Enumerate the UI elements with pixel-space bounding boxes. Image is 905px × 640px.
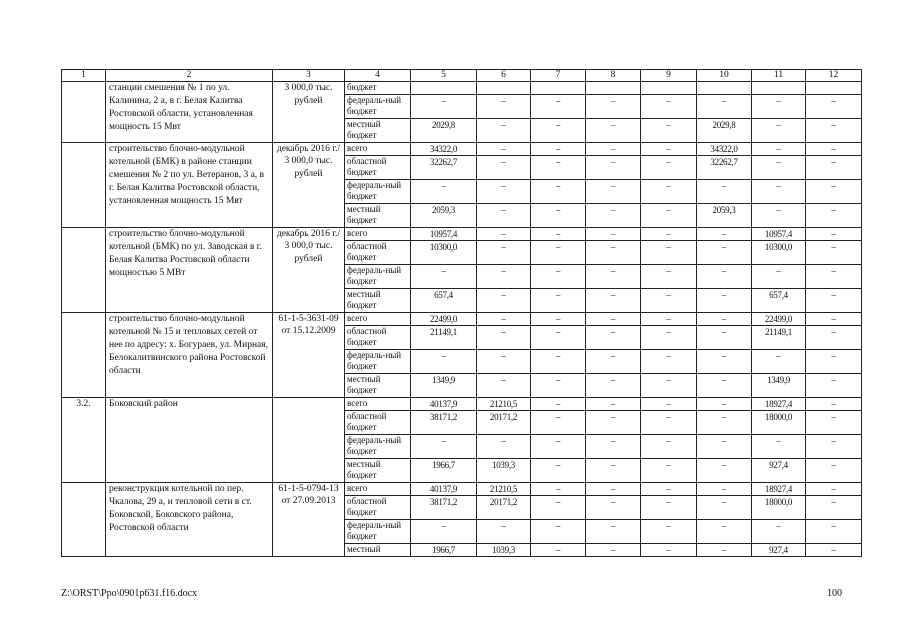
amount-cell: – [806, 203, 862, 227]
amount-cell: – [477, 94, 531, 118]
object-name-cell: Боковский район [106, 397, 273, 482]
amount-cell: – [531, 312, 586, 325]
project-cost-cell: 61-1-5-0794-13 от 27.09.2013 [273, 482, 345, 556]
amount-cell: – [531, 227, 586, 240]
amount-cell: – [697, 264, 752, 288]
column-number-1: 1 [62, 70, 106, 82]
amount-cell: 21149,1 [411, 325, 477, 349]
object-name-cell: станции смешения № 1 по ул. Калинина, 2 а, в г. Белая Калитва Ростовской области, установленная мощность 15 Мвт [106, 82, 273, 143]
amount-cell: – [477, 118, 531, 142]
amount-cell: – [806, 312, 862, 325]
amount-cell: 20171,2 [477, 410, 531, 434]
project-cost-cell: 3 000,0 тыс. рублей [273, 82, 345, 143]
amount-cell: – [531, 397, 586, 410]
amount-cell: – [586, 155, 641, 179]
amount-cell: – [586, 349, 641, 373]
amount-cell: – [806, 434, 862, 458]
amount-cell: – [586, 264, 641, 288]
amount-cell: 10300,0 [411, 240, 477, 264]
amount-cell: 927,4 [752, 458, 806, 482]
funding-source-label: областной бюджет [345, 155, 411, 179]
amount-cell: 32262,7 [411, 155, 477, 179]
amount-cell: – [586, 179, 641, 203]
amount-cell: 34322,0 [411, 142, 477, 155]
amount-cell [531, 82, 586, 95]
amount-cell: – [641, 203, 697, 227]
amount-cell: – [806, 94, 862, 118]
funding-source-label: федераль-ный бюджет [345, 519, 411, 543]
amount-cell: – [586, 203, 641, 227]
funding-source-label: местный бюджет [345, 373, 411, 397]
amount-cell: – [531, 118, 586, 142]
amount-cell: – [531, 434, 586, 458]
amount-cell: – [752, 349, 806, 373]
amount-cell: – [752, 519, 806, 543]
amount-cell: – [477, 312, 531, 325]
funding-source-label: местный [345, 543, 411, 556]
amount-cell: – [641, 519, 697, 543]
amount-cell: – [641, 179, 697, 203]
amount-cell: – [697, 325, 752, 349]
amount-cell: – [806, 410, 862, 434]
amount-cell: – [697, 458, 752, 482]
item-number-cell [62, 482, 106, 556]
table-row [62, 82, 862, 95]
amount-cell: – [806, 458, 862, 482]
amount-cell: 22499,0 [752, 312, 806, 325]
amount-cell: – [586, 434, 641, 458]
amount-cell: 22499,0 [411, 312, 477, 325]
amount-cell: 20171,2 [477, 495, 531, 519]
amount-cell [806, 82, 862, 95]
amount-cell: – [641, 434, 697, 458]
amount-cell: 1039,3 [477, 458, 531, 482]
amount-cell: – [477, 373, 531, 397]
amount-cell: – [697, 495, 752, 519]
amount-cell [697, 82, 752, 95]
amount-cell: 1039,3 [477, 543, 531, 556]
amount-cell: – [477, 325, 531, 349]
amount-cell: – [641, 458, 697, 482]
funding-source-label: местный бюджет [345, 118, 411, 142]
amount-cell [411, 82, 477, 95]
amount-cell: – [411, 349, 477, 373]
amount-cell: – [586, 288, 641, 312]
funding-source-label: бюджет [345, 82, 411, 95]
table-row [62, 397, 862, 410]
column-number-2: 2 [106, 70, 273, 82]
amount-cell: – [641, 373, 697, 397]
amount-cell: – [586, 543, 641, 556]
amount-cell: – [641, 495, 697, 519]
amount-cell: – [697, 397, 752, 410]
amount-cell: – [477, 240, 531, 264]
amount-cell: – [641, 94, 697, 118]
funding-source-label: всего [345, 312, 411, 325]
amount-cell: – [586, 519, 641, 543]
amount-cell: – [586, 482, 641, 495]
amount-cell: – [641, 312, 697, 325]
amount-cell: 34322,0 [697, 142, 752, 155]
amount-cell: – [531, 142, 586, 155]
amount-cell: 1966,7 [411, 458, 477, 482]
amount-cell: – [586, 325, 641, 349]
item-number-cell [62, 142, 106, 227]
amount-cell: – [477, 349, 531, 373]
column-number-3: 3 [273, 70, 345, 82]
amount-cell: – [477, 434, 531, 458]
footer-page-number: 100 [827, 588, 842, 599]
amount-cell: – [697, 482, 752, 495]
amount-cell: 2059,3 [697, 203, 752, 227]
amount-cell: – [752, 142, 806, 155]
amount-cell: – [641, 142, 697, 155]
column-number-4: 4 [345, 70, 411, 82]
amount-cell: 657,4 [752, 288, 806, 312]
funding-source-label: всего [345, 397, 411, 410]
amount-cell: 1349,9 [411, 373, 477, 397]
funding-source-label: федераль-ный бюджет [345, 349, 411, 373]
amount-cell: – [411, 179, 477, 203]
amount-cell: – [411, 264, 477, 288]
amount-cell: – [586, 458, 641, 482]
funding-source-label: областной бюджет [345, 325, 411, 349]
amount-cell: – [531, 543, 586, 556]
funding-source-label: федераль-ный бюджет [345, 264, 411, 288]
amount-cell: – [641, 227, 697, 240]
amount-cell: – [697, 240, 752, 264]
table-row [62, 227, 862, 240]
amount-cell: – [641, 482, 697, 495]
funding-source-label: местный бюджет [345, 288, 411, 312]
amount-cell: – [806, 179, 862, 203]
funding-source-label: всего [345, 227, 411, 240]
amount-cell: – [477, 155, 531, 179]
amount-cell: – [531, 288, 586, 312]
amount-cell: – [641, 410, 697, 434]
amount-cell: – [752, 94, 806, 118]
amount-cell: – [411, 94, 477, 118]
amount-cell: – [697, 410, 752, 434]
amount-cell: – [477, 288, 531, 312]
amount-cell: – [477, 519, 531, 543]
amount-cell: – [531, 203, 586, 227]
item-number-cell [62, 312, 106, 397]
amount-cell: – [806, 118, 862, 142]
amount-cell: – [531, 325, 586, 349]
amount-cell: – [586, 118, 641, 142]
amount-cell: 2029,8 [697, 118, 752, 142]
amount-cell: – [411, 519, 477, 543]
funding-source-label: местный бюджет [345, 458, 411, 482]
amount-cell: 18000,0 [752, 410, 806, 434]
amount-cell: 2059,3 [411, 203, 477, 227]
column-number-7: 7 [531, 70, 586, 82]
funding-source-label: федераль-ный бюджет [345, 94, 411, 118]
amount-cell: – [531, 240, 586, 264]
amount-cell: 1966,7 [411, 543, 477, 556]
column-number-5: 5 [411, 70, 477, 82]
project-cost-cell: 61-1-5-3631-09 от 15.12.2009 [273, 312, 345, 397]
amount-cell: – [531, 519, 586, 543]
amount-cell: – [697, 543, 752, 556]
amount-cell: 18927,4 [752, 482, 806, 495]
amount-cell: 18000,0 [752, 495, 806, 519]
amount-cell: 657,4 [411, 288, 477, 312]
column-number-8: 8 [586, 70, 641, 82]
amount-cell: – [752, 264, 806, 288]
footer-file-path: Z:\ORST\Ppo\0901p631.f16.docx [61, 588, 198, 599]
amount-cell: 32262,7 [697, 155, 752, 179]
amount-cell: 21149,1 [752, 325, 806, 349]
amount-cell: – [531, 458, 586, 482]
amount-cell: 10300,0 [752, 240, 806, 264]
item-number-cell [62, 227, 106, 312]
amount-cell: – [477, 227, 531, 240]
amount-cell: – [806, 288, 862, 312]
item-number-cell: 3.2. [62, 397, 106, 482]
amount-cell: – [531, 264, 586, 288]
amount-cell: – [697, 434, 752, 458]
amount-cell: – [586, 94, 641, 118]
amount-cell: 2029,8 [411, 118, 477, 142]
project-cost-cell: декабрь 2016 г./ 3 000,0 тыс. рублей [273, 142, 345, 227]
amount-cell: – [641, 155, 697, 179]
amount-cell: – [697, 312, 752, 325]
funding-source-label: федераль-ный бюджет [345, 434, 411, 458]
amount-cell: – [752, 434, 806, 458]
column-number-11: 11 [752, 70, 806, 82]
amount-cell: – [806, 495, 862, 519]
amount-cell: – [641, 349, 697, 373]
amount-cell: – [752, 179, 806, 203]
amount-cell: – [806, 264, 862, 288]
amount-cell: – [752, 203, 806, 227]
funding-source-label: местный бюджет [345, 203, 411, 227]
object-name-cell: строительство блочно-модульной котельной (БМК) по ул. Заводская в г. Белая Калитва Ростовской области мощностью 5 МВт [106, 227, 273, 312]
column-number-12: 12 [806, 70, 862, 82]
amount-cell: – [477, 264, 531, 288]
amount-cell: 18927,4 [752, 397, 806, 410]
object-name-cell: строительство блочно-модульной котельной (БМК) в районе станции смешения № 2 по ул. Ветеранов, 3 а, в г. Белая Калитва Ростовской области, установленная мощность 15 Мвт [106, 142, 273, 227]
amount-cell: – [806, 482, 862, 495]
table-row [62, 482, 862, 495]
amount-cell [586, 82, 641, 95]
amount-cell: – [806, 155, 862, 179]
amount-cell: 1349,9 [752, 373, 806, 397]
amount-cell: 10957,4 [752, 227, 806, 240]
amount-cell [477, 82, 531, 95]
amount-cell: – [641, 325, 697, 349]
project-cost-cell: декабрь 2016 г./ 3 000,0 тыс. рублей [273, 227, 345, 312]
amount-cell: – [586, 397, 641, 410]
amount-cell: 40137,9 [411, 482, 477, 495]
funding-source-label: федераль-ный бюджет [345, 179, 411, 203]
column-number-10: 10 [697, 70, 752, 82]
amount-cell: – [531, 373, 586, 397]
amount-cell: 927,4 [752, 543, 806, 556]
amount-cell: – [806, 325, 862, 349]
amount-cell: – [697, 94, 752, 118]
amount-cell: – [641, 240, 697, 264]
amount-cell: – [641, 118, 697, 142]
column-number-6: 6 [477, 70, 531, 82]
amount-cell: – [586, 142, 641, 155]
column-number-row [62, 70, 862, 82]
amount-cell: – [477, 179, 531, 203]
amount-cell: – [697, 179, 752, 203]
amount-cell: – [477, 142, 531, 155]
amount-cell [641, 82, 697, 95]
amount-cell: – [641, 397, 697, 410]
table-row [62, 312, 862, 325]
amount-cell: – [806, 397, 862, 410]
amount-cell: – [531, 349, 586, 373]
amount-cell: – [806, 142, 862, 155]
item-number-cell [62, 82, 106, 143]
project-cost-cell [273, 397, 345, 482]
amount-cell: – [531, 482, 586, 495]
funding-source-label: всего [345, 482, 411, 495]
budget-table [61, 69, 862, 557]
amount-cell: – [806, 373, 862, 397]
amount-cell: – [411, 434, 477, 458]
amount-cell: 21210,5 [477, 397, 531, 410]
amount-cell: – [586, 495, 641, 519]
amount-cell: – [697, 227, 752, 240]
amount-cell: – [531, 410, 586, 434]
object-name-cell: реконструкция котельной по пер. Чкалова, 29 а, и тепловой сети в ст. Боковской, Боковского района, Ростовской области [106, 482, 273, 556]
funding-source-label: областной бюджет [345, 495, 411, 519]
amount-cell: – [531, 155, 586, 179]
funding-source-label: всего [345, 142, 411, 155]
amount-cell: – [531, 179, 586, 203]
amount-cell: – [586, 373, 641, 397]
amount-cell: – [697, 288, 752, 312]
amount-cell: – [806, 227, 862, 240]
amount-cell: – [806, 240, 862, 264]
amount-cell: – [586, 227, 641, 240]
amount-cell: – [697, 373, 752, 397]
amount-cell: – [752, 155, 806, 179]
amount-cell: – [586, 410, 641, 434]
amount-cell: 10957,4 [411, 227, 477, 240]
amount-cell: 40137,9 [411, 397, 477, 410]
amount-cell: – [697, 519, 752, 543]
funding-source-label: областной бюджет [345, 240, 411, 264]
amount-cell: – [531, 495, 586, 519]
amount-cell [752, 82, 806, 95]
amount-cell: – [586, 312, 641, 325]
amount-cell: 21210,5 [477, 482, 531, 495]
amount-cell: – [641, 288, 697, 312]
object-name-cell: строительство блочно-модульной котельной № 15 и тепловых сетей от нее по адресу: х. Богураев, ул. Мирная, Белокалитвинского района Ростовской области [106, 312, 273, 397]
amount-cell: – [641, 264, 697, 288]
table-row [62, 142, 862, 155]
amount-cell: – [806, 349, 862, 373]
amount-cell: – [752, 118, 806, 142]
amount-cell: 38171,2 [411, 410, 477, 434]
amount-cell: – [697, 349, 752, 373]
funding-source-label: областной бюджет [345, 410, 411, 434]
column-number-9: 9 [641, 70, 697, 82]
amount-cell: – [806, 519, 862, 543]
amount-cell: 38171,2 [411, 495, 477, 519]
amount-cell: – [477, 203, 531, 227]
amount-cell: – [641, 543, 697, 556]
amount-cell: – [531, 94, 586, 118]
amount-cell: – [586, 240, 641, 264]
amount-cell: – [806, 543, 862, 556]
